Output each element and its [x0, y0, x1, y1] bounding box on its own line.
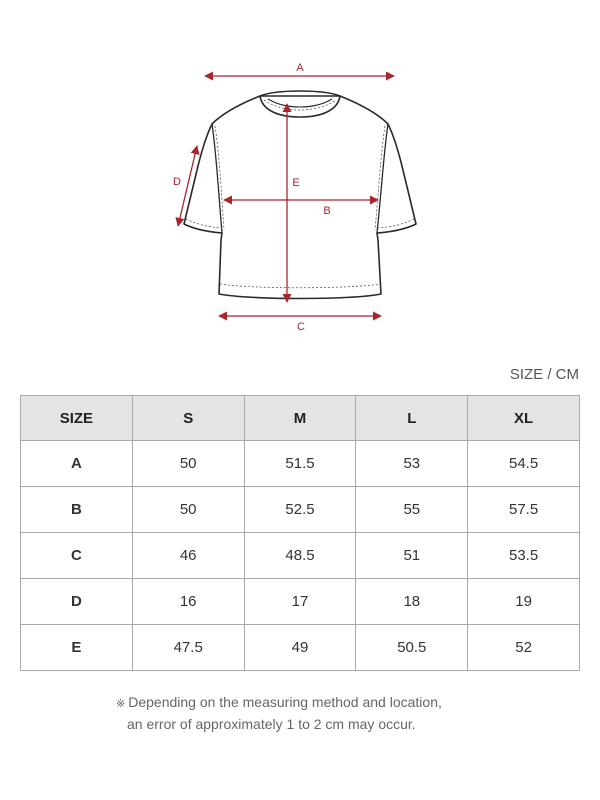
- table-header-row: [21, 396, 580, 441]
- measurement-note: [116, 692, 442, 734]
- table-cell: 54.5: [468, 441, 580, 487]
- note-line-1: [116, 692, 442, 714]
- table-cell: 46: [132, 533, 244, 579]
- table-row: [21, 579, 580, 625]
- label-b: B: [323, 205, 331, 217]
- table-cell: 53.5: [468, 533, 580, 579]
- table-cell: 52.5: [244, 487, 356, 533]
- size-table: [20, 395, 580, 671]
- label-a: A: [296, 62, 304, 74]
- table-cell: 50: [132, 441, 244, 487]
- measurement-arrows: [178, 76, 394, 316]
- unit-label: SIZE / CM: [509, 366, 579, 383]
- header-cell: S: [132, 396, 244, 441]
- header-cell: M: [244, 396, 356, 441]
- header-cell: XL: [468, 396, 580, 441]
- table-cell: 51.5: [244, 441, 356, 487]
- row-label: B: [21, 487, 133, 533]
- table-cell: 50: [132, 487, 244, 533]
- table-cell: 17: [244, 579, 356, 625]
- header-cell: SIZE: [21, 396, 133, 441]
- table-cell: 19: [468, 579, 580, 625]
- row-label: A: [21, 441, 133, 487]
- note-line-2: an error of approximately 1 to 2 cm may occur.: [127, 716, 416, 732]
- table-cell: 50.5: [356, 625, 468, 671]
- table-cell: 48.5: [244, 533, 356, 579]
- table-cell: 52: [468, 625, 580, 671]
- table-cell: 57.5: [468, 487, 580, 533]
- table-row: [21, 625, 580, 671]
- tshirt-measurement-diagram: [0, 0, 600, 350]
- table-row: [21, 533, 580, 579]
- table-row: [21, 441, 580, 487]
- table-cell: 55: [356, 487, 468, 533]
- label-c: C: [297, 321, 305, 333]
- row-label: C: [21, 533, 133, 579]
- label-d: D: [173, 176, 181, 188]
- table-cell: 49: [244, 625, 356, 671]
- note-text-1: Depending on the measuring method and location,: [128, 694, 442, 710]
- row-label: D: [21, 579, 133, 625]
- label-e: E: [292, 177, 300, 189]
- row-label: E: [21, 625, 133, 671]
- table-cell: 16: [132, 579, 244, 625]
- reference-mark-icon: ※: [116, 698, 126, 710]
- table-cell: 53: [356, 441, 468, 487]
- header-cell: L: [356, 396, 468, 441]
- table-cell: 47.5: [132, 625, 244, 671]
- table-cell: 18: [356, 579, 468, 625]
- tshirt-outline: [184, 91, 416, 299]
- table-cell: 51: [356, 533, 468, 579]
- table-row: [21, 487, 580, 533]
